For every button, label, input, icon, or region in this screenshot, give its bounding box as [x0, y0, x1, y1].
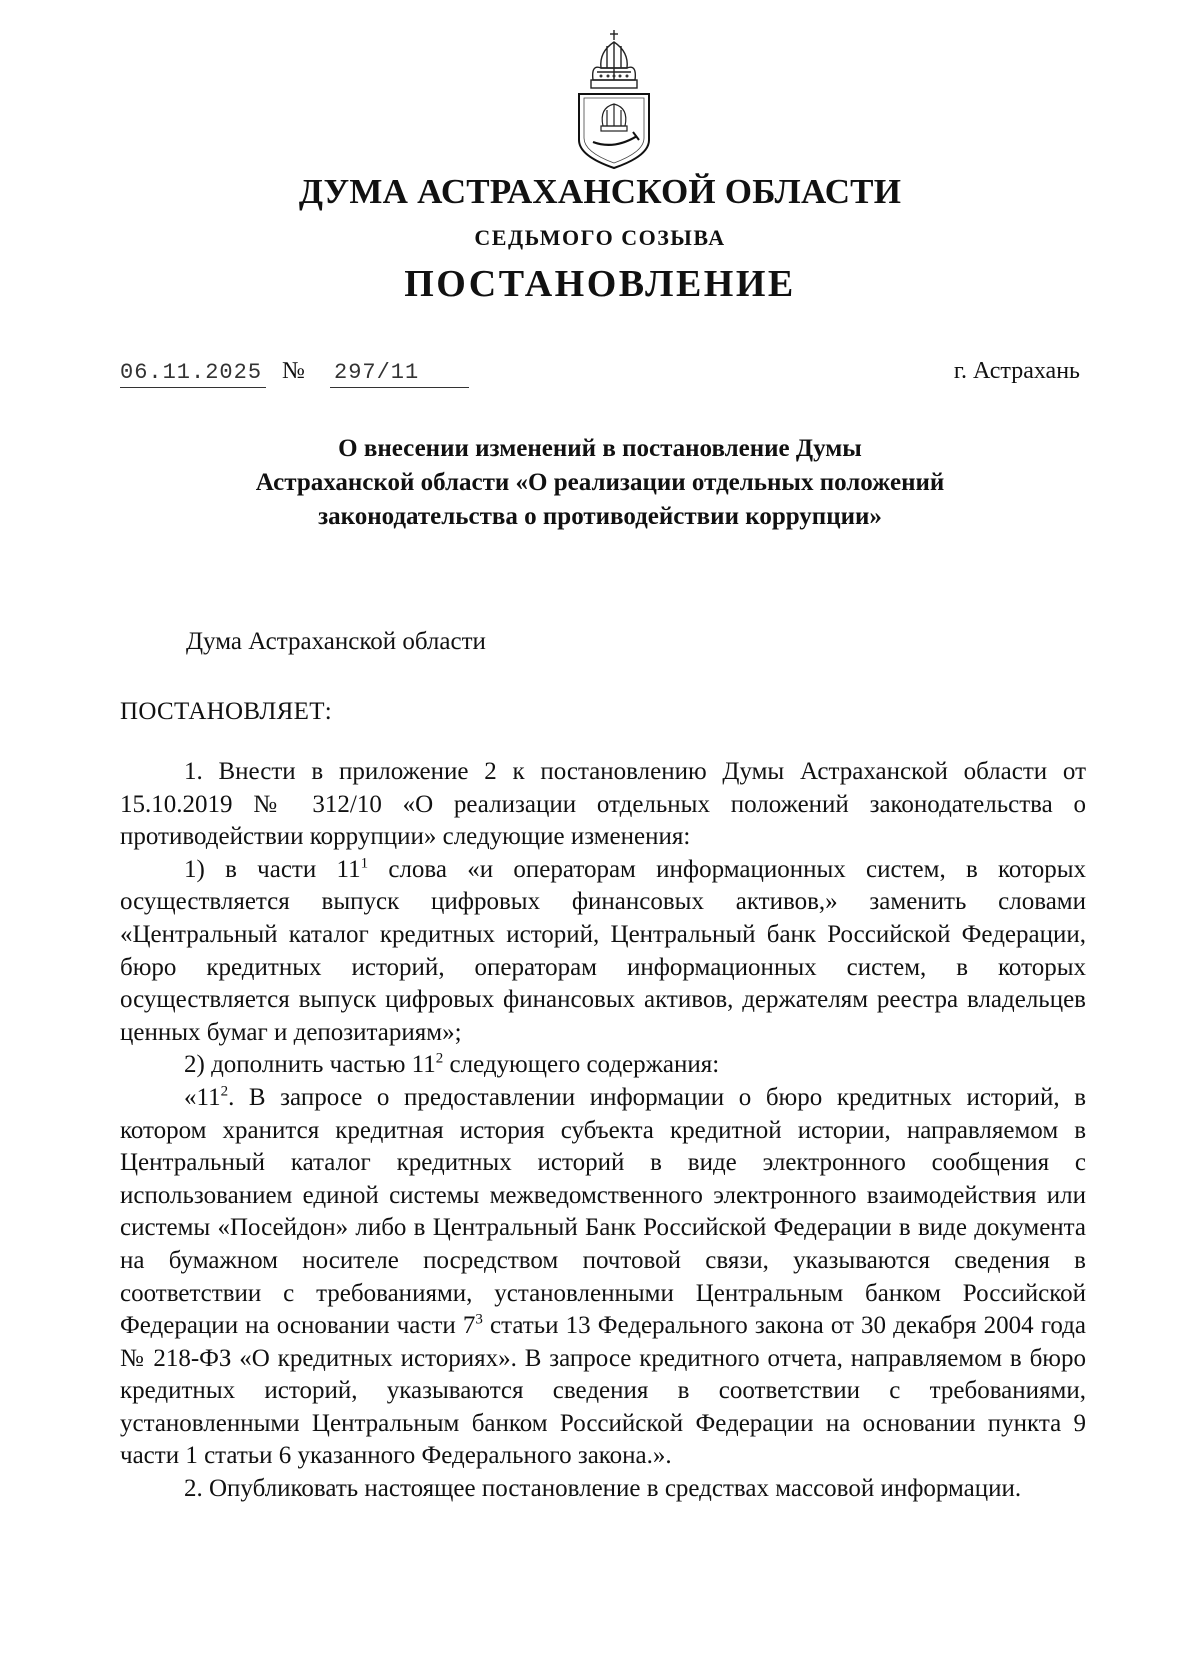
document-date: 06.11.2025 [120, 360, 266, 388]
document-meta-row [120, 360, 1080, 396]
astrakhan-coat-of-arms-icon [571, 28, 657, 170]
convocation-subtitle: СЕДЬМОГО СОЗЫВА [474, 225, 726, 250]
document-body [120, 756, 1086, 1506]
subject-line: Астраханской области «О реализации отдельных положений [255, 469, 945, 496]
document-number: 297/11 [330, 360, 469, 388]
document-subject [150, 432, 1050, 534]
intro-text: Дума Астраханской области [186, 628, 486, 655]
number-sign: № [282, 358, 305, 384]
paragraph-quoted-amendment: «$11^2$. В запросе о предоставлении информации о бюро кредитных историй, в котором хранится кредитная история субъекта кредитной истории, направляемом в Центральный каталог кредитных историй в виде электронного сообщения с использованием единой системы межведомственного электронного взаимодействия или системы «Посейдон» либо в Центральный Банк Российской Федерации в виде документа на бумажном носителе посредством почтовой связи, указываются сведения в соответствии с требованиями, установленными Центральным банком Российской Федерации на основании части $7^3$ статьи 13 Федерального закона от 30 декабря 2004 года № 218-ФЗ «О кредитных историях». В запросе кредитного отчета, направляемом в бюро кредитных историй, указываются сведения в соответствии с требованиями, установленными Центральным банком Российской Федерации на основании пункта 9 части 1 статьи 6 указанного Федерального закона.». [120, 1083, 1087, 1470]
paragraph-item-1-2: 2) дополнить частью $11^2$ следующего содержания: [184, 1051, 720, 1079]
subject-line: законодательства о противодействии коррупции» [318, 503, 882, 530]
subject-line: О внесении изменений в постановление Думы [338, 435, 862, 462]
paragraph-item-2: 2. Опубликовать настоящее постановление в средствах массовой информации. [184, 1475, 1022, 1503]
organization-title: ДУМА АСТРАХАНСКОЙ ОБЛАСТИ [298, 172, 902, 211]
document-type-title: ПОСТАНОВЛЕНИЕ [404, 263, 796, 305]
paragraph-item-1-1: 1) в части $11^1$ слова «и операторам информационных систем, в которых осуществляется выпуск цифровых финансовых активов,» заменить словами «Центральный каталог кредитных историй, Центральный банк Российской Федерации, бюро кредитных историй, операторам информационных систем, в которых осуществляется выпуск цифровых финансовых активов, держателям реестра владельцев ценных бумаг и депозитариям»; [120, 855, 1086, 1046]
resolves-heading: ПОСТАНОВЛЯЕТ: [120, 698, 333, 725]
paragraph-item-1: 1. Внести в приложение 2 к постановлению Думы Астраханской области от 15.10.2019 № 312/10 «О реализации отдельных положений законодательства о противодействии коррупции» следующие изменения: [120, 758, 1086, 851]
document-city: г. Астрахань [953, 358, 1080, 384]
